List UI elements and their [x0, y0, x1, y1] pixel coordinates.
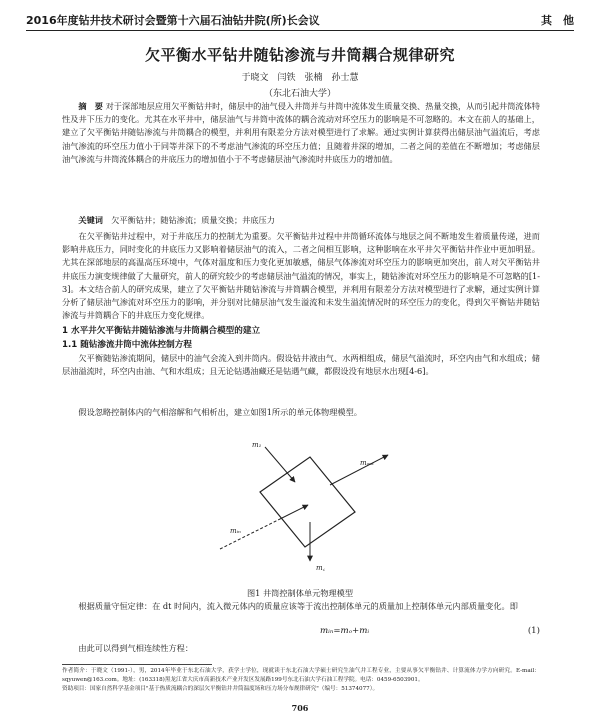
section-paragraph-1: 欠平衡随钻渗流期间，储层中的油气会流入到井筒内。假设钻井液由气、水两相组成，储层气溢流时，环空内由气和水组成；储层油溢流时，环空内由油、气和水组成；且无论钻遇油藏还是钻遇气藏，都假设没有地层水出现[4-6]。 [62, 353, 540, 377]
footnote-author-info: 作者简介：于晓文（1991-），男，2014年毕业于东北石油大学，获学士学位，现就读于东北石油大学硕士研究生油气井工程专业，主要从事欠平衡钻井、计算流体力学方向研究。E-mail：sqyuwen@163.com。地址：(163318)黑龙江省大庆市高新技术产业开发区发展路199号东北石油大学石油工程学院。电话：0459-6503901。 [62, 668, 540, 683]
control-volume-diagram [210, 437, 400, 583]
keywords-text: 欠平衡钻井；随钻渗流；质量交换；井底压力 [111, 215, 275, 225]
control-volume-element [260, 457, 355, 547]
gas-continuity-text: 由此可以得到气相连续性方程： [78, 643, 194, 653]
section-name: 其 他 [541, 14, 574, 27]
label-min: mᵢₙ [230, 527, 241, 535]
mass-conservation-text: 根据质量守恒定律：在 dt 时间内，流入微元体内的质量应该等于流出控制体单元的质量加上控制体单元内部质量变化。即 [78, 601, 518, 611]
keywords [62, 214, 540, 227]
page-header [26, 6, 574, 28]
abstract-label: 摘 要 [78, 101, 103, 111]
section-heading: 1 水平井欠平衡钻井随钻渗流与井筒耦合模型的建立 [62, 326, 261, 336]
conference-name: 2016年度钻井技术研讨会暨第十六届石油钻井院(所)长会议 [26, 14, 320, 27]
abstract-text: 对于深部地层应用欠平衡钻井时，储层中的油气侵入井筒并与井筒中流体发生质量交换、热量交换，从而引起井筒流体特性及井下压力的变化。尤其在水平井中，储层油气与井筒中流体的耦合流动对环空压力的影响是不可忽略的。本文在前人的基础上，建立了欠平衡钻井随钻渗流与井筒耦合的模型，并利用有限差分方法对模型进行了求解。通过实例计算获得出储层油气溢流后，考虑油气渗流的环空压力值小于同等井深下的不考虑油气渗流的环空压力值；且随着井深的增加，二者之间的差值在不断增加；考虑储层油气渗流与井筒流体耦合的井底压力的增加值小于不考虑储层油气渗流时井底压力的增加值。 [62, 101, 540, 164]
authors: 于晓文 闫铁 张楠 孙士慧 [241, 73, 359, 83]
paper-title: 欠平衡水平钻井随钻渗流与井筒耦合规律研究 [144, 46, 455, 64]
section-paragraph-2: 假设忽略控制体内的气相溶解和气相析出，建立如图1所示的单元体物理模型。 [78, 407, 362, 417]
inflow-arrow [280, 505, 308, 519]
inflow-dashed-axis [220, 519, 280, 549]
equation-row [62, 626, 540, 640]
footnote-rule [62, 664, 212, 665]
label-mout: mₒᵤₜ [360, 459, 374, 467]
outflow-arrow [330, 455, 388, 485]
label-m1: m₁ [252, 441, 262, 449]
affiliation: （东北石油大学） [263, 89, 336, 99]
equation-expression: mᵢₙ=mₒ+mᵢ [320, 626, 370, 636]
keywords-label: 关键词 [78, 215, 103, 225]
footnote-fund: 资助项目：国家自然科学基金项目"基于热质流耦合的深层欠平衡钻井井筒温度场和压力场分布规律研究"（编号：51374077）。 [62, 686, 379, 692]
figure-caption: 图1 井筒控制体单元物理模型 [246, 588, 354, 598]
equation-number: (1) [527, 626, 540, 636]
footnotes [62, 667, 540, 694]
abstract [62, 100, 540, 166]
page-number: 706 [291, 703, 309, 713]
label-mc: m꜀ [316, 564, 326, 572]
header-rule [26, 30, 574, 31]
introduction: 在欠平衡钻井过程中，对于井底压力的控制尤为重要。欠平衡钻井过程中井筒循环流体与地层之间不断地发生着质量传递，进而影响井底压力，同时变化的井底压力又影响着储层油气的流入，二者之间相互影响，这种影响在水平井欠平衡钻井作业中更加明显。尤其在深部地层的高温高压环境中，气体对温度和压力变化更加敏感，储层气体渗流对环空压力的影响更加突出，前人对欠平衡钻井井底压力演变规律做了大量研究，前人的研究较少的考虑储层油气溢流的情况，事实上，随钻渗流对环空压力的影响是不可忽略的[1-3]。本文结合前人的研究成果，建立了欠平衡钻井随钻渗流与井筒耦合模型，并利用有限差分方法对模型进行了求解，通过实例计算分析了储层油气渗流对环空压力的影响，并分别对比储层油气发生溢流和未发生溢流情况时的环空压力的变化，得到欠平衡钻井随钻渗流与井筒耦合下的井底压力变化规律。 [62, 231, 540, 321]
influx-arrow [265, 447, 295, 482]
subsection-heading: 1.1 随钻渗流井筒中流体控制方程 [62, 340, 192, 350]
